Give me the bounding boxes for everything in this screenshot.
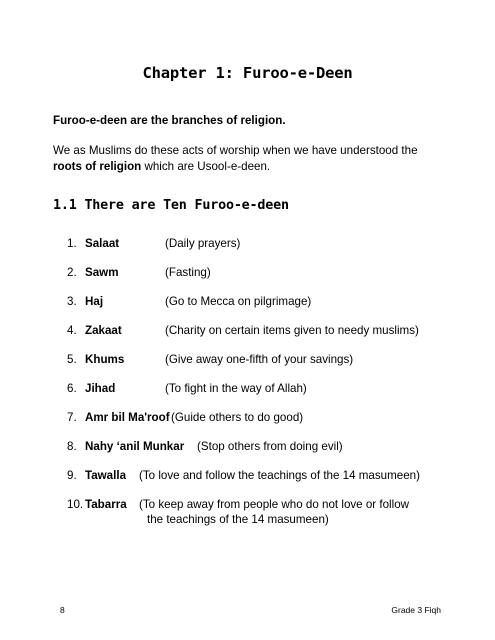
item-term: Amr bil Ma'roof	[85, 411, 170, 424]
item-number: 9.	[67, 469, 77, 482]
item-term: Nahy ‘anil Munkar	[85, 440, 185, 453]
intro-text-bold: roots of religion	[53, 160, 142, 173]
item-number: 7.	[67, 411, 77, 424]
item-description-line1: (To keep away from people who do not love or follow	[139, 498, 410, 511]
item-number: 6.	[67, 382, 77, 395]
list-item	[67, 468, 420, 483]
item-description-line2: the teachings of the 14 masumeen)	[147, 513, 329, 526]
section-heading: 1.1 There are Ten Furoo-e-deen	[53, 198, 289, 213]
intro-definition: Furoo-e-deen are the branches of religion.	[53, 114, 286, 127]
list-item	[67, 265, 211, 280]
item-term: Salaat	[85, 237, 120, 250]
item-number: 3.	[67, 295, 77, 308]
list-item	[67, 439, 343, 454]
item-description: (Go to Mecca on pilgrimage)	[165, 295, 312, 308]
item-number: 5.	[67, 353, 77, 366]
item-description	[139, 497, 409, 527]
intro-paragraph	[53, 143, 443, 175]
chapter-title: Chapter 1: Furoo-e-Deen	[142, 64, 353, 82]
item-number: 1.	[67, 237, 77, 250]
item-description: (Guide others to do good)	[171, 411, 304, 424]
item-term: Sawm	[85, 266, 119, 279]
item-description: (To fight in the way of Allah)	[165, 382, 307, 395]
intro-text-end: which are Usool-e-deen.	[141, 160, 271, 173]
item-term: Haj	[85, 295, 104, 308]
list-item	[67, 410, 304, 425]
item-term: Khums	[85, 353, 125, 366]
intro-text-start: We as Muslims do these acts of worship when we have understood the	[53, 144, 418, 157]
list-item	[67, 381, 307, 396]
item-description: (To love and follow the teachings of the 14 masumeen)	[139, 469, 420, 482]
item-term: Zakaat	[85, 324, 122, 337]
item-number: 4.	[67, 324, 77, 337]
list-item	[67, 294, 312, 309]
item-term: Jihad	[85, 382, 116, 395]
item-description: (Fasting)	[165, 266, 211, 279]
item-number: 2.	[67, 266, 77, 279]
list-item	[67, 323, 419, 338]
item-term: Tabarra	[85, 498, 127, 511]
item-term: Tawalla	[85, 469, 127, 482]
list-item	[67, 352, 354, 367]
item-description: (Give away one-fifth of your savings)	[165, 353, 354, 366]
list-item	[67, 497, 410, 526]
item-description: (Daily prayers)	[165, 237, 241, 250]
item-number: 8.	[67, 440, 77, 453]
list-item	[67, 236, 241, 251]
item-description: (Charity on certain items given to needy muslims)	[165, 324, 419, 337]
page-number: 8	[60, 605, 65, 615]
footer-label: Grade 3 Fiqh	[391, 605, 441, 615]
item-description: (Stop others from doing evil)	[197, 440, 343, 453]
item-number: 10.	[67, 498, 84, 511]
